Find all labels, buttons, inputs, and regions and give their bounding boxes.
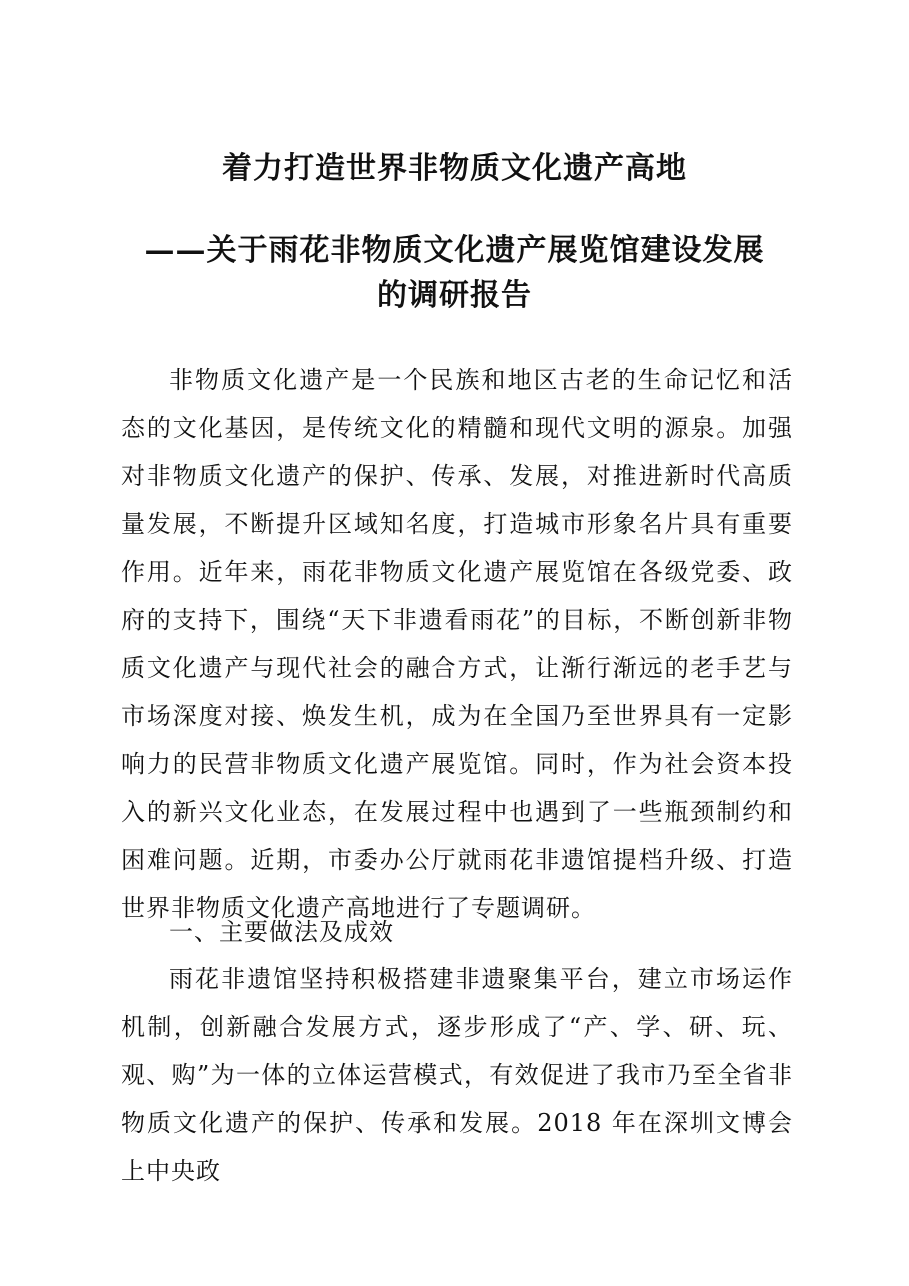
section-heading: 一、主要做法及成效 [169,918,394,946]
intro-paragraph: 非物质文化遗产是一个民族和地区古老的生命记忆和活态的文化基因，是传统文化的精髓和现代文明的源泉。加强对非物质文化遗产的保护、传承、发展，对推进新时代高质量发展，不断提升区域知名度，打造城市形象名片具有重要作用。近年来，雨花非物质文化遗产展览馆在各级党委、政府的支持下，围绕“天下非遗看雨花”的目标，不断创新非物质文化遗产与现代社会的融合方式，让渐行渐远的老手艺与市场深度对接、焕发生机，成为在全国乃至世界具有一定影响力的民营非物质文化遗产展览馆。同时，作为社会资本投入的新兴文化业态，在发展过程中也遇到了一些瓶颈制约和困难问题。近期，市委办公厅就雨花非遗馆提档升级、打造世界非物质文化遗产高地进行了专题调研。 [121,366,793,922]
section-paragraph: 雨花非遗馆坚持积极搭建非遗聚集平台，建立市场运作机制，创新融合发展方式，逐步形成了“产、学、研、玩、观、购”为一体的立体运营模式，有效促进了我市乃至全省非物质文化遗产的保护、传承和发展。2018 年在深圳文博会上中央政 [121,965,793,1185]
document-subtitle-line1: ——关于雨花非物质文化遗产展览馆建设发展 [144,233,765,268]
document-subtitle-line2: 的调研报告 [377,278,532,313]
document-title: 着力打造世界非物质文化遗产高地 [222,151,687,186]
